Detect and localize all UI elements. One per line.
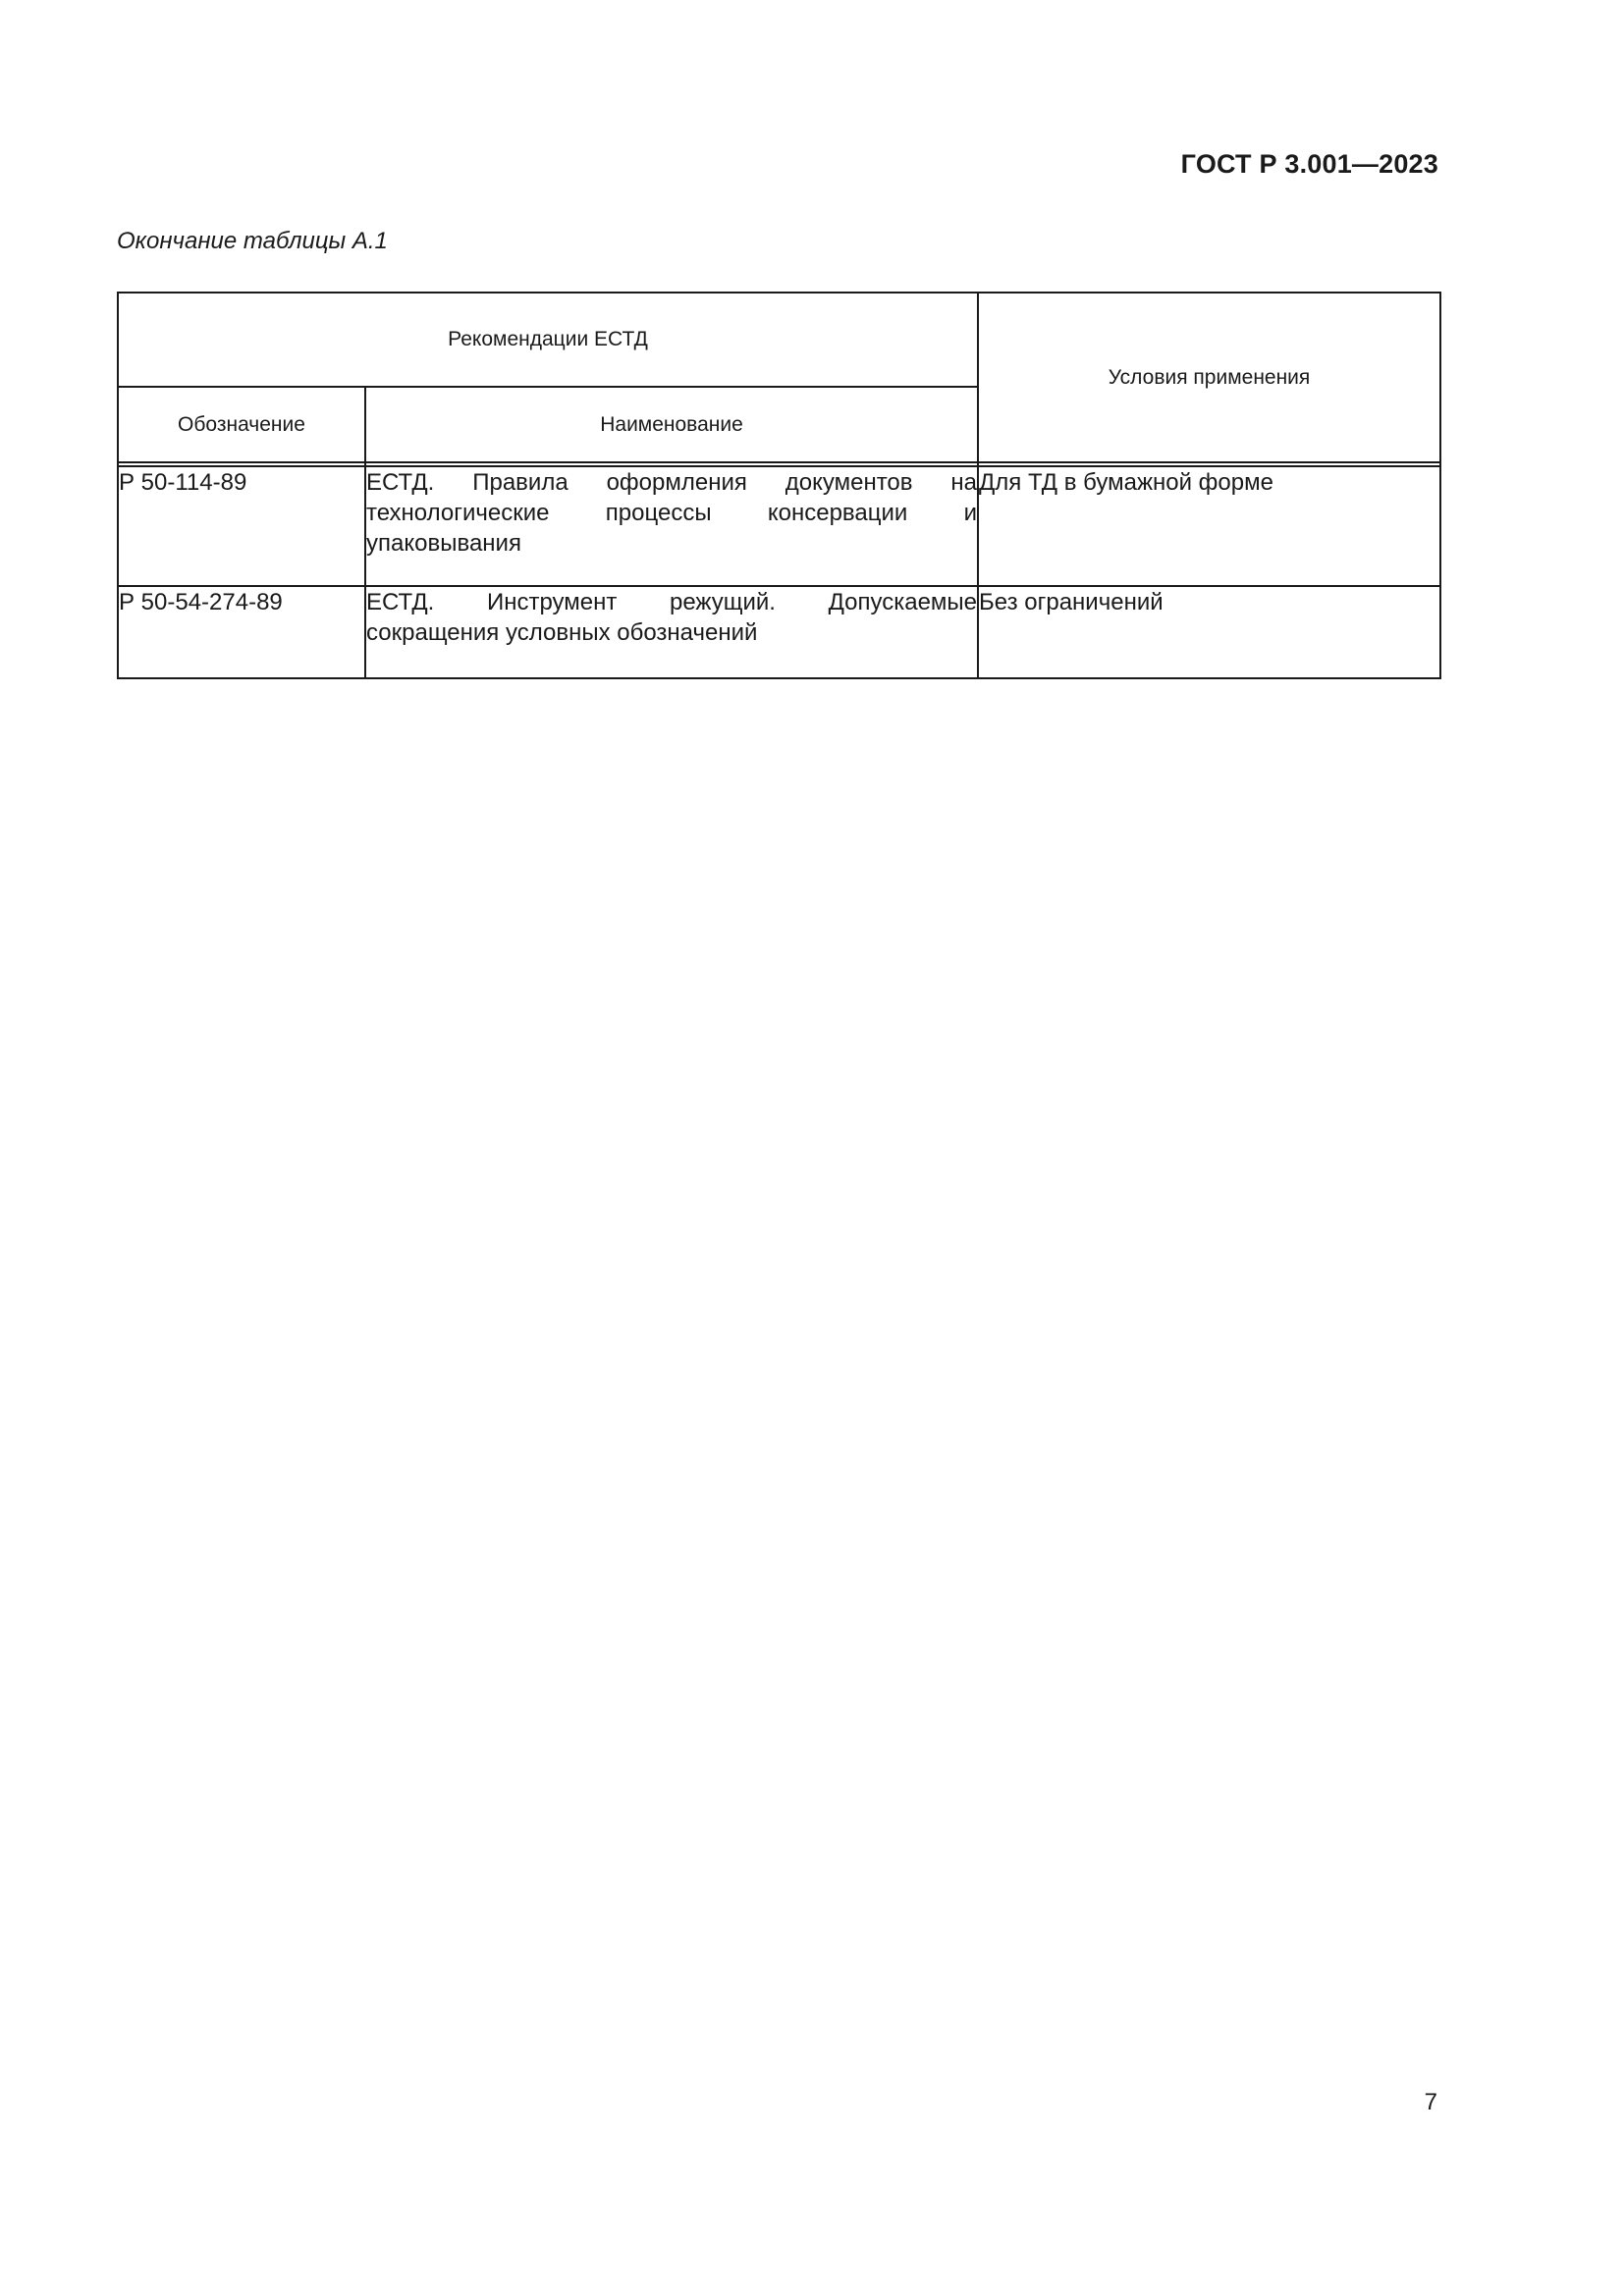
cell-conditions: Для ТД в бумажной форме: [978, 466, 1440, 586]
table-row: [118, 466, 1440, 586]
table-header-row-1: [118, 293, 1440, 387]
header-designation: Обозначение: [118, 387, 365, 462]
cell-name: ЕСТД. Инструмент режущий. Допускаемые сокращения условных обозначений: [365, 586, 978, 678]
cell-designation: Р 50-54-274-89: [118, 586, 365, 678]
document-code: ГОСТ Р 3.001—2023: [1180, 149, 1438, 179]
table-row: [118, 586, 1440, 678]
header-name: Наименование: [365, 387, 978, 462]
page-number: 7: [1424, 2089, 1437, 2115]
table-caption: Окончание таблицы А.1: [117, 228, 388, 254]
header-recommendations: Рекомендации ЕСТД: [118, 293, 978, 387]
cell-conditions: Без ограничений: [978, 586, 1440, 678]
standards-table: [117, 292, 1441, 679]
cell-name: ЕСТД. Правила оформления документов на технологические процессы консервации и упаковывания: [365, 466, 978, 586]
cell-designation: Р 50-114-89: [118, 466, 365, 586]
header-conditions: Условия применения: [978, 293, 1440, 462]
